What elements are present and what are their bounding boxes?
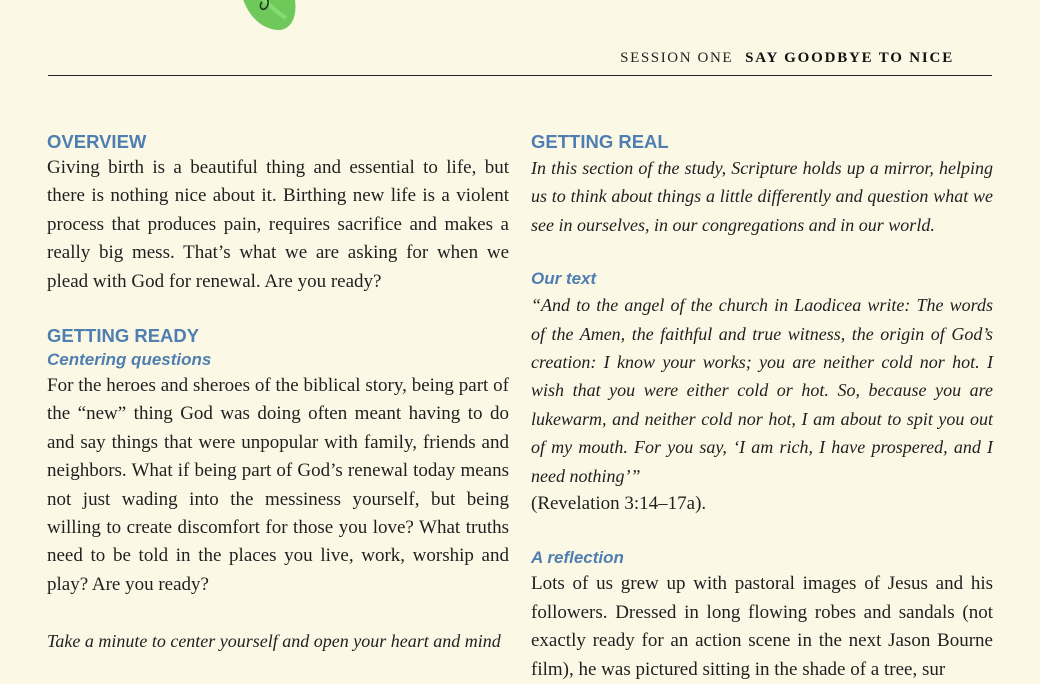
left-column [47,130,509,656]
scripture-text: “And to the angel of the church in Laodicea write: The words of the Amen, the faithful and true witness, the origin of God’s creation: I know your works; you are neither cold nor hot. I wish that you were either cold or hot. So, because you are lukewarm, and neither cold nor hot, I am about to spit you out of my mouth. For you say, ‘I am rich, I have prospered, and I need nothing’” [531,295,993,486]
right-column [531,130,993,684]
centering-prompt-text: Take a minute to center yourself and open your heart and mind [47,631,501,652]
overview-text: Giving birth is a beautiful thing and essential to life, but there is nothing nice about it. Birthing new life is a violent process that produces pain, requires sacrifice and makes a really big mess. That’s what we are asking for when we plead with God for renewal. Are you ready? [47,157,509,292]
reflection-heading: A reflection [531,548,624,568]
our-text-heading: Our text [531,269,597,289]
centering-questions-heading: Centering questions [47,350,212,370]
scripture-reference: (Revelation 3:14–17a). [531,493,707,515]
centering-questions-text: For the heroes and sheroes of the biblical story, being part of the “new” thing God was doing often meant having to do and say things that were unpopular with family, friends and neighbors. What if being part of God’s renewal today means not just wading into the messiness yourself, but being willing to create discomfort for those you love? What truths need to be told in the places you live, work, worship and play? Are you ready? [47,375,509,595]
getting-real-heading: GETTING REAL [531,131,669,152]
header-session: SESSION ONE [620,50,734,66]
header-title: SAY GOODBYE TO NICE [745,50,954,66]
getting-ready-heading: GETTING READY [47,325,200,347]
running-header [48,49,992,76]
getting-real-text: In this section of the study, Scripture holds up a mirror, helping us to think about things a little differently and question what we see in ourselves, in our congregations and in our world. [531,158,993,235]
overview-heading: OVERVIEW [47,131,147,152]
green-watercolor-leaf-icon [236,0,298,32]
reflection-text: Lots of us grew up with pastoral images of Jesus and his followers. Dressed in long flowing robes and sandals (not exactly ready for an action scene in the next Jason Bourne film), he was pictured sitting in the shade of a tree, sur [531,573,993,680]
